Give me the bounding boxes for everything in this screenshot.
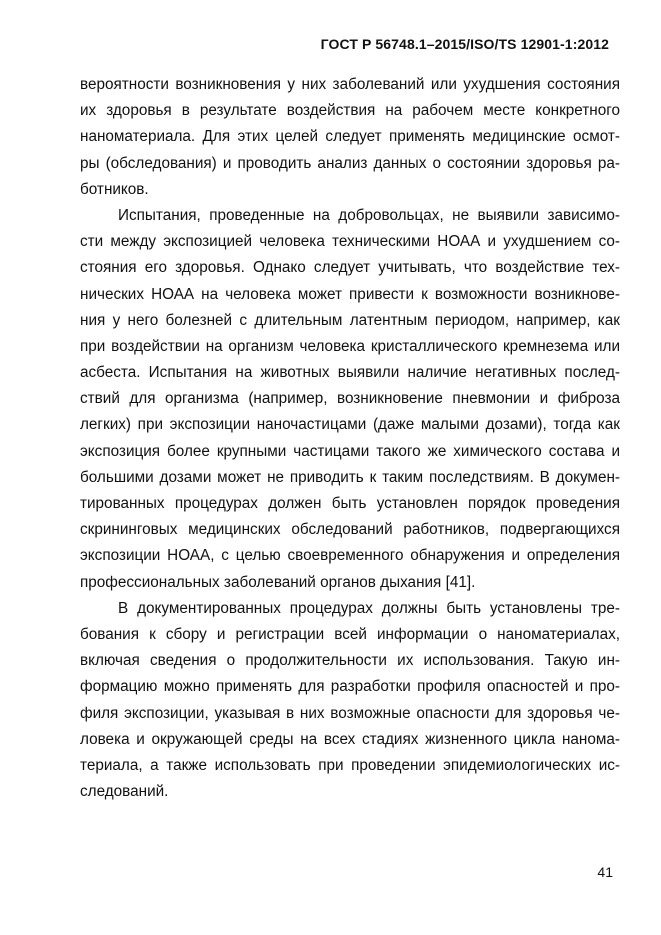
text-line: их здоровья в результате воздействия на рабочем месте конкретного	[80, 102, 620, 120]
text-line: тированных процедурах должен быть установлен порядок проведения	[80, 495, 620, 512]
body-text	[80, 72, 620, 805]
text-line: наноматериала. Для этих целей следует применять медицинские осмот-	[80, 128, 620, 146]
text-line: вероятности возникновения у них заболеваний или ухудшения состояния	[80, 76, 620, 93]
text-line: асбеста. Испытания на животных выявили наличие негативных послед-	[80, 364, 620, 382]
text-line: ловека и окружающей среды на всех стадиях жизненного цикла нанома-	[80, 730, 620, 748]
text-line: ния у него болезней с длительным латентным периодом, например, как	[80, 311, 620, 329]
text-line: формацию можно применять для разработки профиля опасностей и про-	[80, 678, 620, 696]
text-line: скрининговых медицинских обследований работников, подвергающихся	[80, 521, 620, 539]
page-number: 41	[597, 864, 613, 880]
text-line: нических НОАА на человека может привести к возможности возникнове-	[80, 285, 620, 303]
paragraph	[80, 596, 620, 806]
paragraph	[80, 72, 620, 203]
text-line: ботников.	[80, 180, 149, 198]
text-line: стояния его здоровья. Однако следует учитывать, что воздействие тех-	[80, 259, 620, 277]
text-line: экспозиции НОАА, с целью своевременного обнаружения и определения	[80, 547, 620, 565]
standard-header: ГОСТ Р 56748.1–2015/ISO/TS 12901-1:2012	[320, 36, 609, 52]
text-line: филя экспозиции, указывая в них возможные опасности для здоровья че-	[80, 704, 620, 722]
text-line: ры (обследования) и проводить анализ данных о состоянии здоровья ра-	[80, 154, 620, 172]
text-line: сти между экспозицией человека техническими НОАА и ухудшением со-	[80, 233, 620, 251]
text-line: экспозиция более крупными частицами такого же химического состава и	[80, 442, 620, 460]
text-line: следований.	[80, 783, 169, 801]
paragraph	[80, 203, 620, 596]
text-line: легких) при экспозиции наночастицами (даже малыми дозами), тогда как	[80, 416, 620, 434]
text-line: териала, а также использовать при проведении эпидемиологических ис-	[80, 756, 620, 774]
text-line: включая сведения о продолжительности их использования. Такую ин-	[80, 652, 620, 670]
text-line: ствий для организма (например, возникновение пневмонии и фиброза	[80, 390, 620, 408]
text-line: профессиональных заболеваний органов дыхания [41].	[80, 573, 476, 591]
text-line: большими дозами может не приводить к таким последствиям. В докумен-	[80, 468, 620, 486]
text-line: при воздействии на организм человека кристаллического кремнезема или	[80, 337, 620, 355]
text-line: В документированных процедурах должны быть установлены тре-	[118, 599, 620, 617]
text-line: Испытания, проведенные на добровольцах, не выявили зависимо-	[118, 206, 620, 224]
text-line: бования к сбору и регистрации всей информации о наноматериалах,	[80, 625, 620, 643]
